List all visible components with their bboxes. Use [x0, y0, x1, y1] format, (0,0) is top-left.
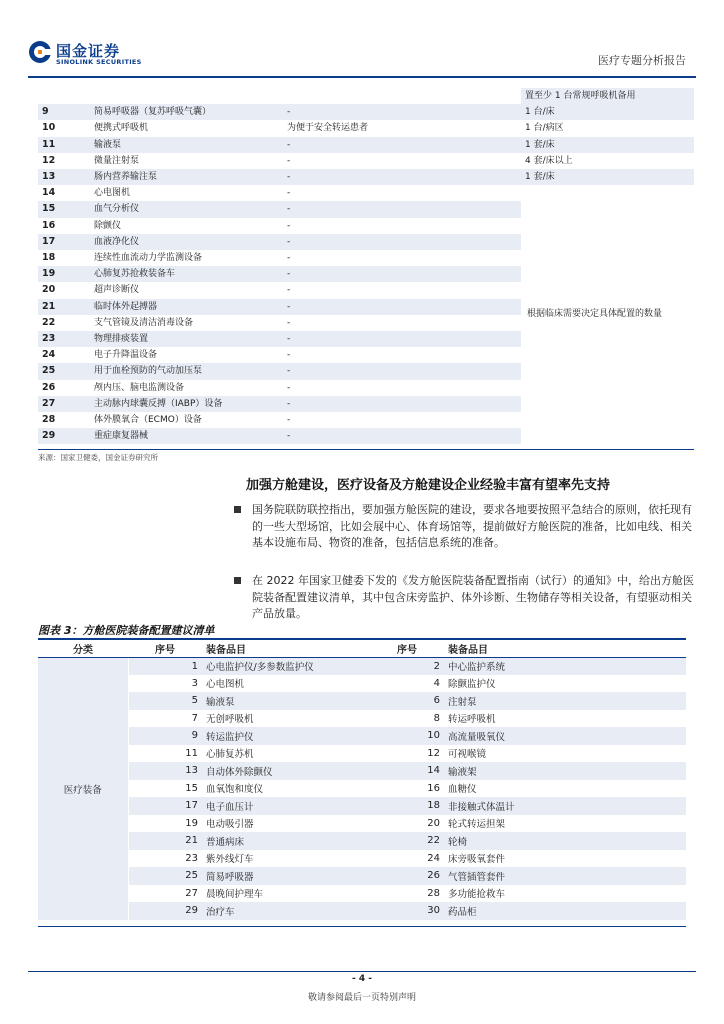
cell-no: 14 — [42, 187, 56, 199]
cell-no: 19 — [38, 266, 90, 282]
table-row — [38, 797, 686, 815]
cell-item: 除颤监护仪 — [448, 679, 496, 691]
cell-no: 21 — [38, 299, 90, 315]
cell-no — [38, 88, 90, 104]
cell-item: 简易呼吸器 — [202, 867, 370, 885]
cell-no: 29 — [128, 902, 202, 920]
cell-no: 12 — [427, 747, 440, 759]
cell-no: 22 — [42, 316, 56, 328]
table-row — [38, 850, 686, 868]
fangcang-equipment-table — [38, 641, 686, 920]
cell-no: 8 — [433, 712, 440, 724]
cell-item: 晨晚间护理车 — [206, 889, 264, 901]
cell-item: 转运监护仪 — [202, 727, 370, 745]
cell-note: - — [287, 188, 291, 199]
table-row — [38, 137, 694, 153]
cell-name: 超声诊断仪 — [94, 285, 140, 296]
logo-name-cn: 国金证券 — [56, 42, 121, 60]
cell-no: 15 — [38, 201, 90, 217]
cell-no: 28 — [42, 414, 56, 426]
cell-item: 血糖仪 — [448, 784, 477, 796]
header-category: 分类 — [38, 641, 128, 657]
cell-note: - — [283, 137, 521, 153]
cell-no: 17 — [128, 797, 202, 815]
cell-standard: 1 台/床 — [521, 104, 694, 120]
merged-standard-cell: 根据临床需要决定具体配置的数量 — [521, 185, 694, 444]
table-row — [38, 727, 686, 745]
cell-note: - — [283, 428, 521, 444]
bullet-text: 国务院联防联控指出，要加强方舱医院的建设，要求各地要按照平急结合的原则，依托现有的一些大型场馆，比如会展中心、体育场馆等，提前做好方舱医院的准备，比如电线、相关基本设施布局、物资的准备，包括信息系统的准备。 — [252, 503, 692, 549]
page-number: - 4 - — [352, 974, 372, 984]
cell-no: 15 — [185, 782, 198, 794]
cell-note: - — [283, 169, 521, 185]
cell-item: 心电监护仪/多参数监护仪 — [202, 657, 370, 675]
table-row — [38, 885, 686, 903]
cell-no: 4 — [433, 677, 440, 689]
cell-item: 注射泵 — [444, 692, 686, 710]
table-row — [38, 675, 686, 693]
cell-note: 为便于安全转运患者 — [287, 123, 369, 134]
cell-no: 30 — [370, 902, 444, 920]
cell-name: 临时体外起搏器 — [90, 299, 283, 315]
table-row — [38, 185, 694, 201]
cell-standard: 1 台/病区 — [525, 123, 564, 134]
figure-title: 图表 3：方舱医院装备配置建议清单 — [38, 624, 215, 637]
cell-item: 输液架 — [444, 762, 686, 780]
section-heading: 加强方舱建设，医疗设备及方舱建设企业经验丰富有望率先支持 — [246, 478, 611, 493]
square-bullet-icon — [234, 577, 241, 584]
cell-name: 微量注射泵 — [94, 155, 140, 166]
cell-no: 9 — [38, 104, 90, 120]
header-no: 序号 — [370, 641, 444, 657]
cell-no: 12 — [42, 154, 56, 166]
cell-item: 高流量吸氧仪 — [444, 727, 686, 745]
cell-no: 9 — [128, 727, 202, 745]
table-row — [38, 745, 686, 763]
cell-note: - — [283, 396, 521, 412]
cell-no: 5 — [128, 692, 202, 710]
cell-no: 20 — [427, 817, 440, 829]
cell-no: 27 — [185, 887, 198, 899]
cell-item: 床旁吸氧套件 — [448, 854, 506, 866]
cell-name: 用于血栓预防的气动加压泵 — [90, 363, 283, 379]
footer-disclaimer: 敬请参阅最后一页特别声明 — [307, 993, 416, 1003]
cell-no: 19 — [185, 817, 198, 829]
report-type-label: 医疗专题分析报告 — [598, 54, 686, 67]
bullet-paragraph — [252, 502, 696, 552]
header-item: 装备品目 — [202, 641, 370, 657]
cell-no: 11 — [185, 747, 198, 759]
cell-name: 血液净化仪 — [90, 234, 283, 250]
cell-name: 连续性血流动力学监测设备 — [94, 253, 203, 264]
cell-no: 16 — [42, 219, 56, 231]
cell-item: 中心监护系统 — [444, 657, 686, 675]
cell-no: 29 — [38, 428, 90, 444]
cell-no: 16 — [427, 782, 440, 794]
cell-name: 心电图机 — [94, 188, 131, 199]
cell-note: - — [283, 104, 521, 120]
cell-note: - — [287, 317, 291, 328]
cell-no: 1 — [128, 657, 202, 675]
table-source: 来源：国家卫健委，国金证券研究所 — [38, 453, 158, 462]
table-header-row — [38, 641, 686, 657]
cell-note: - — [287, 285, 291, 296]
cell-item: 药品柜 — [444, 902, 686, 920]
cell-no: 10 — [370, 727, 444, 745]
table-row — [38, 169, 694, 185]
table-row — [38, 692, 686, 710]
cell-no: 27 — [38, 396, 90, 412]
cell-item: 轮椅 — [444, 832, 686, 850]
table-row — [38, 120, 694, 136]
cell-name: 支气管镜及清洁消毒设备 — [94, 317, 194, 328]
bullet-paragraph — [252, 573, 696, 623]
table1-bottom-rule — [38, 449, 694, 450]
cell-no: 13 — [128, 762, 202, 780]
cell-name: 除颤仪 — [94, 220, 122, 231]
cell-no: 26 — [370, 867, 444, 885]
cell-item: 血氧饱和度仪 — [206, 784, 264, 796]
cell-item: 心电图机 — [206, 679, 245, 691]
cell-note: - — [283, 363, 521, 379]
cell-no: 21 — [128, 832, 202, 850]
cell-no: 13 — [38, 169, 90, 185]
cell-name: 重症康复器械 — [90, 428, 283, 444]
cell-note: - — [283, 201, 521, 217]
cell-name: 主动脉内球囊反搏（IABP）设备 — [90, 396, 283, 412]
cell-no: 18 — [370, 797, 444, 815]
cell-name — [90, 88, 283, 104]
cell-no: 25 — [38, 363, 90, 379]
cell-no: 23 — [185, 852, 198, 864]
cell-no: 11 — [38, 137, 90, 153]
table-row — [38, 832, 686, 850]
cell-note: - — [287, 350, 291, 361]
cell-no: 6 — [370, 692, 444, 710]
cell-item: 可视喉镜 — [448, 749, 487, 761]
figure-title-rule — [38, 638, 686, 640]
cell-standard: 4 套/床以上 — [525, 155, 573, 166]
cell-name: 心肺复苏抢救装备车 — [90, 266, 283, 282]
cell-item: 普通病床 — [202, 832, 370, 850]
table2-bottom-rule — [38, 926, 686, 927]
cell-no: 17 — [38, 234, 90, 250]
header-item: 装备品目 — [444, 641, 686, 657]
cell-name: 颅内压、脑电监测设备 — [94, 382, 185, 393]
cell-note: - — [283, 299, 521, 315]
cell-item: 气管插管套件 — [444, 867, 686, 885]
cell-standard: 1 套/床 — [521, 137, 694, 153]
logo-name-en: SINOLINK SECURITIES — [56, 58, 142, 66]
cell-name: 便携式呼吸机 — [94, 123, 149, 134]
cell-note: - — [287, 155, 291, 166]
cell-no: 24 — [42, 349, 56, 361]
cell-item: 多功能抢救车 — [448, 889, 506, 901]
cell-note — [283, 88, 521, 104]
cell-item: 治疗车 — [202, 902, 370, 920]
cell-name: 血气分析仪 — [90, 201, 283, 217]
cell-name: 体外膜氧合（ECMO）设备 — [94, 415, 202, 426]
cell-no: 20 — [42, 284, 56, 296]
cell-no: 3 — [191, 677, 198, 689]
cell-note: - — [283, 331, 521, 347]
cell-no: 18 — [42, 252, 56, 264]
icu-equipment-table — [38, 88, 694, 444]
table-row — [38, 902, 686, 920]
cell-no: 25 — [128, 867, 202, 885]
cell-no: 7 — [191, 712, 198, 724]
cell-item: 转运呼吸机 — [448, 714, 496, 726]
table-row — [38, 815, 686, 833]
cell-name: 电子升降温设备 — [94, 350, 158, 361]
cell-no: 26 — [42, 381, 56, 393]
cell-standard: 1 套/床 — [521, 169, 694, 185]
table-row — [38, 780, 686, 798]
cell-note: - — [283, 234, 521, 250]
bullet-text: 在 2022 年国家卫健委下发的《发方舱医院装备配置指南（试行）的通知》中，给出方舱医院装备配置建议清单，其中包含床旁监护、体外诊断、生物储存等相关设备，有望驱动相关产品放量。 — [252, 574, 694, 620]
cell-name: 输液泵 — [90, 137, 283, 153]
cell-item: 输液泵 — [202, 692, 370, 710]
cell-note: - — [287, 220, 291, 231]
cell-note: - — [287, 253, 291, 264]
cell-no: 22 — [370, 832, 444, 850]
table-row — [38, 762, 686, 780]
cell-note: - — [287, 382, 291, 393]
sinolink-logo-icon — [28, 40, 52, 64]
table-row — [38, 657, 686, 675]
cell-item: 电动吸引器 — [206, 819, 254, 831]
table-row — [38, 867, 686, 885]
cell-no: 24 — [427, 852, 440, 864]
cell-item: 心肺复苏机 — [206, 749, 254, 761]
cell-no: 10 — [42, 122, 56, 134]
page-header — [0, 0, 724, 80]
square-bullet-icon — [234, 506, 241, 513]
cell-no: 2 — [370, 657, 444, 675]
cell-item: 自动体外除颤仪 — [202, 762, 370, 780]
cell-standard: 置至少 1 台常规呼吸机备用 — [521, 88, 694, 104]
cell-item: 电子血压计 — [202, 797, 370, 815]
cell-note: - — [287, 415, 291, 426]
cell-name: 简易呼吸器（复苏呼吸气囊） — [90, 104, 283, 120]
footer-divider — [28, 971, 696, 972]
cell-no: 23 — [38, 331, 90, 347]
cell-item: 无创呼吸机 — [206, 714, 254, 726]
header-no: 序号 — [128, 641, 202, 657]
table-row — [38, 710, 686, 728]
table-row — [38, 153, 694, 169]
cell-name: 肠内营养输注泵 — [90, 169, 283, 185]
table-row — [38, 88, 694, 104]
category-cell: 医疗装备 — [38, 657, 128, 920]
header-divider — [28, 76, 696, 78]
cell-note: - — [283, 266, 521, 282]
cell-item: 轮式转运担架 — [448, 819, 506, 831]
cell-item: 紫外线灯车 — [206, 854, 254, 866]
cell-item: 非接触式体温计 — [444, 797, 686, 815]
table-row — [38, 104, 694, 120]
cell-name: 物理排痰装置 — [90, 331, 283, 347]
cell-no: 28 — [427, 887, 440, 899]
cell-no: 14 — [370, 762, 444, 780]
